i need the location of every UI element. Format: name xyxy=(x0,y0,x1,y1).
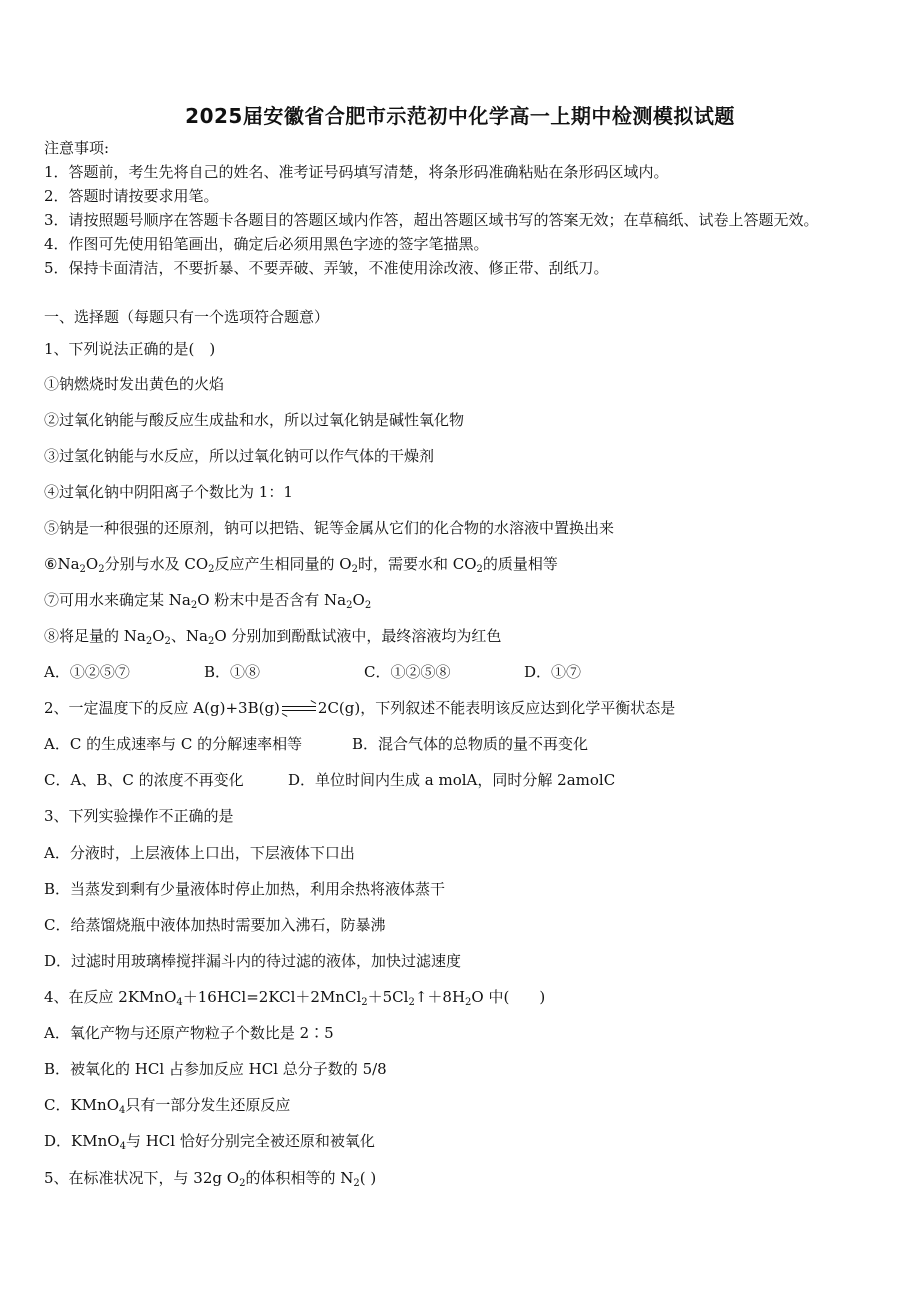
q4-option-d: D．KMnO$_4$与 HCl 恰好分别完全被还原和被氧化 xyxy=(44,1132,375,1152)
q4-option-b: B．被氧化的 HCl 占参加反应 HCl 总分子数的 5/8 xyxy=(44,1060,387,1078)
q1-option-a: A．①②⑤⑦ xyxy=(44,663,130,681)
q1-option-c: C．①②⑤⑧ xyxy=(364,663,451,681)
page-title: 2025届安徽省合肥市示范初中化学高一上期中检测模拟试题 xyxy=(185,104,735,128)
notice-item-1: 1．答题前，考生先将自己的姓名、准考证号码填写清楚，将条形码准确粘贴在条形码区域内。 xyxy=(44,163,669,181)
q1-statement-5: ⑤钠是一种很强的还原剂，钠可以把锆、铌等金属从它们的化合物的水溶液中置换出来 xyxy=(44,519,615,537)
equilibrium-arrow-icon xyxy=(282,705,316,713)
q1-statement-2: ②过氧化钠能与酸反应生成盐和水，所以过氧化钠是碱性氧化物 xyxy=(44,411,465,429)
q3-option-a: A．分液时，上层液体上口出，下层液体下口出 xyxy=(44,844,355,862)
q2-stem: 2、一定温度下的反应 A(g)+3B(g) 2C(g)，下列叙述不能表明该反应达到化学平衡状态是 xyxy=(44,699,676,717)
notice-item-4: 4．作图可先使用铅笔画出，确定后必须用黑色字迹的签字笔描黑。 xyxy=(44,235,489,253)
notice-item-3: 3．请按照题号顺序在答题卡各题目的答题区域内作答，超出答题区域书写的答案无效；在草稿纸、试卷上答题无效。 xyxy=(44,211,819,229)
q1-option-d: D．①⑦ xyxy=(524,663,582,681)
q2-option-a: A．C 的生成速率与 C 的分解速率相等 xyxy=(44,735,303,753)
notice-heading: 注意事项: xyxy=(44,139,110,157)
q5-stem: 5、在标准状况下，与 32g $O_2$的体积相等的 $N_2$( ) xyxy=(44,1169,377,1189)
q4-option-a: A．氧化产物与还原产物粒子个数比是 2∶5 xyxy=(44,1024,334,1042)
q1-statement-1: ①钠燃烧时发出黄色的火焰 xyxy=(44,375,225,393)
section-heading: 一、选择题（每题只有一个选项符合题意） xyxy=(44,308,330,326)
q1-statement-3: ③过氢化钠能与水反应，所以过氧化钠可以作气体的干燥剂 xyxy=(44,447,435,465)
q3-stem: 3、下列实验操作不正确的是 xyxy=(44,807,234,825)
q1-statement-4: ④过氧化钠中阴阳离子个数比为 1：1 xyxy=(44,483,293,501)
q1-stem: 1、下列说法正确的是( ) xyxy=(44,340,216,358)
q3-option-b: B．当蒸发到剩有少量液体时停止加热，利用余热将液体蒸干 xyxy=(44,880,446,898)
q2-option-b: B．混合气体的总物质的量不再变化 xyxy=(352,735,589,753)
q1-statement-6: $⑥Na_2O_2$分别与水及 $CO_2$反应产生相同量的 $O_2$时，需要水和 $CO_2$的质量相等 xyxy=(44,555,558,575)
notice-item-2: 2．答题时请按要求用笔。 xyxy=(44,187,219,205)
q4-stem: 4、在反应 $2KMnO_4+16HCl=2KCl+2MnCl_2+5Cl_2↑+8H_2O$ 中( ) xyxy=(44,988,546,1008)
q4-option-c: C．KMnO$_4$只有一部分发生还原反应 xyxy=(44,1096,291,1116)
q3-option-c: C．给蒸馏烧瓶中液体加热时需要加入沸石，防暴沸 xyxy=(44,916,386,934)
q2-option-c: C．A、B、C 的浓度不再变化 xyxy=(44,771,244,789)
q3-option-d: D．过滤时用玻璃棒搅拌漏斗内的待过滤的液体，加快过滤速度 xyxy=(44,952,462,970)
q1-statement-8: ⑧将足量的 $Na_2O_2$、$Na_2O$ 分别加到酚酞试液中，最终溶液均为红色 xyxy=(44,627,502,647)
notice-item-5: 5．保持卡面清洁，不要折暴、不要弄破、弄皱，不准使用涂改液、修正带、刮纸刀。 xyxy=(44,259,609,277)
q2-option-d: D．单位时间内生成 a molA，同时分解 2amolC xyxy=(288,771,616,789)
q1-statement-7: ⑦可用水来确定某 $Na_2O$ 粉末中是否含有 $Na_2O_2$ xyxy=(44,591,372,611)
q1-option-b: B．①⑧ xyxy=(204,663,261,681)
